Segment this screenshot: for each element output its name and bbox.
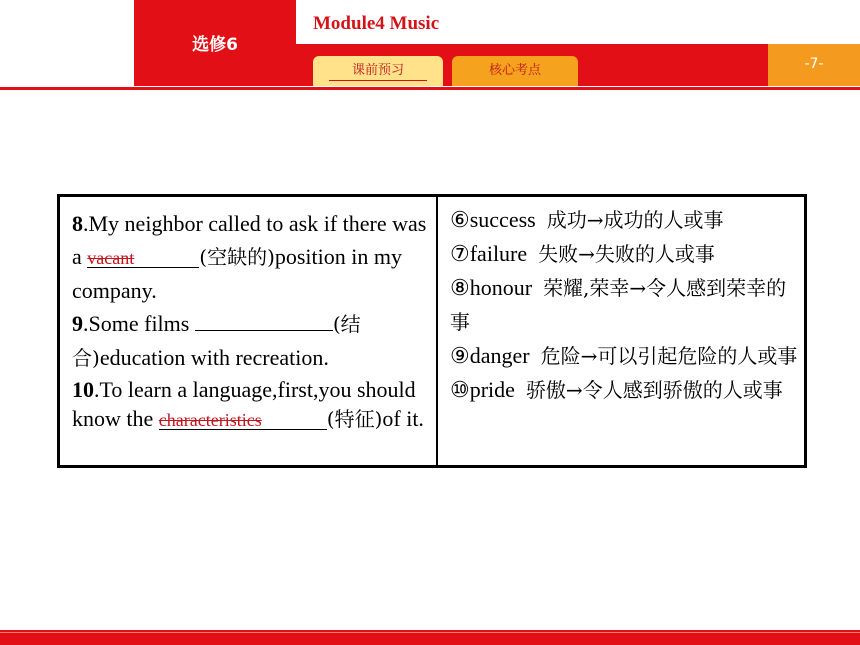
item-mark: ⑦ [450,241,470,266]
item-hint: (空缺的) [199,245,275,269]
item-mark: ⑨ [450,343,470,368]
item-number: 10 [72,377,94,402]
tab-preview-label: 课前预习 [351,63,404,78]
word: pride [469,377,515,402]
item-number: 9 [72,311,83,336]
footer-bar [0,630,860,645]
module-title: Module4 Music [313,13,440,34]
word-form-7 [450,237,800,271]
page-number: -7- [768,44,860,86]
exercise-table [57,194,807,468]
word-meaning: 失败→失败的人或事 [538,242,715,266]
header-divider [0,87,860,90]
word-form-6 [450,203,800,237]
answer-blank[interactable] [159,411,327,430]
word-meaning: 成功→成功的人或事 [546,208,724,232]
tab-core-points-label: 核心考点 [488,63,541,78]
item-mark: ⑩ [450,377,470,402]
item-mark: ⑧ [450,275,470,300]
answer-text: vacant [87,248,135,268]
word: honour [469,275,533,300]
word-forms-column [450,203,800,407]
item-text: education with recreation. [99,345,329,370]
answer-blank[interactable] [87,249,199,268]
word-meaning: 危险→可以引起危险的人或事 [540,344,798,368]
word-form-10 [450,373,800,407]
word: danger [469,343,530,368]
exercise-item-10 [72,375,430,434]
tab-preview[interactable] [313,56,443,86]
item-number: 8 [72,211,83,236]
column-divider [436,197,438,465]
item-text: .To learn a language,first,you should know the [72,377,416,431]
word-form-9 [450,339,800,373]
word: success [469,207,536,232]
word-meaning: 骄傲→令人感到骄傲的人或事 [525,378,783,402]
item-mark: ⑥ [450,207,470,232]
exercise-item-9 [72,307,430,375]
course-label: 选修6 [192,35,238,55]
answer-blank[interactable] [195,311,333,331]
item-text: position in my company. [72,244,402,303]
item-text: .My neighbor called to ask if there was a [72,211,427,269]
word: failure [469,241,528,266]
item-text: .Some films [83,311,195,336]
tab-active-underline [329,80,427,81]
item-hint: (特征) [326,407,383,431]
item-text: of it. [382,406,424,431]
item-hint: (结合) [72,312,361,370]
fill-in-column [72,207,430,434]
tab-core-points[interactable] [452,56,578,86]
word-meaning: 荣耀,荣幸→令人感到荣幸的事 [450,276,787,334]
exercise-item-8 [72,207,430,307]
word-form-8 [450,271,800,339]
answer-text: characteristics [158,410,262,430]
